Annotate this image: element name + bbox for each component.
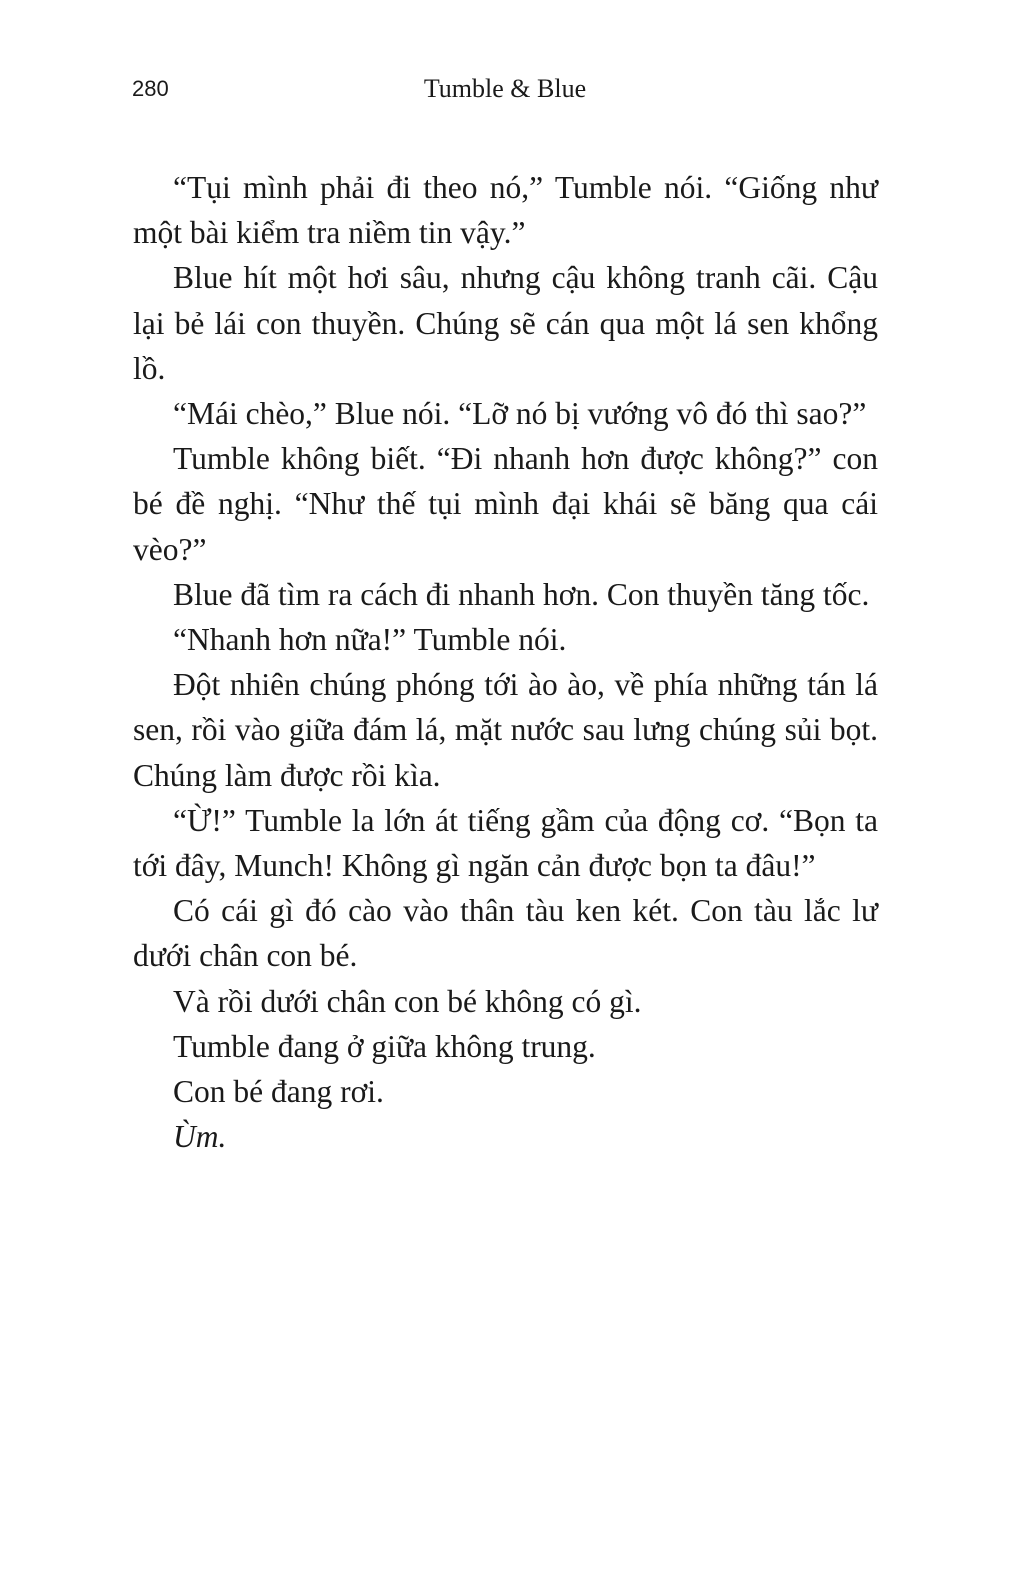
paragraph: “Mái chèo,” Blue nói. “Lỡ nó bị vướng vô đó thì sao?” xyxy=(173,396,867,432)
paragraph: Con bé đang rơi. xyxy=(173,1074,384,1110)
paragraph: “Nhanh hơn nữa!” Tumble nói. xyxy=(173,622,567,658)
paragraph: Blue đã tìm ra cách đi nhanh hơn. Con thuyền tăng tốc. xyxy=(173,576,870,612)
paragraph: “Ừ!” Tumble la lớn át tiếng gầm của động cơ. “Bọn ta tới đây, Munch! Không gì ngăn cản được bọn ta đâu!” xyxy=(133,802,878,884)
body-text xyxy=(133,165,878,1159)
paragraph: Tumble đang ở giữa không trung. xyxy=(173,1028,596,1064)
paragraph: “Tụi mình phải đi theo nó,” Tumble nói. “Giống như một bài kiểm tra niềm tin vậy.” xyxy=(133,170,878,251)
paragraph: Có cái gì đó cào vào thân tàu ken két. Con tàu lắc lư dưới chân con bé. xyxy=(133,893,878,974)
running-head-title: Tumble & Blue xyxy=(423,74,587,103)
paragraph: Và rồi dưới chân con bé không có gì. xyxy=(173,983,642,1019)
paragraph: Đột nhiên chúng phóng tới ào ào, về phía những tán lá sen, rồi vào giữa đám lá, mặt nước sau lưng chúng sủi bọt. Chúng làm được rồi kìa. xyxy=(133,667,878,793)
paragraph: Tumble không biết. “Đi nhanh hơn được không?” con bé đề nghị. “Như thế tụi mình đại khái sẽ băng qua cái vèo?” xyxy=(133,441,878,567)
page-number: 280 xyxy=(132,76,169,101)
paragraph: Blue hít một hơi sâu, nhưng cậu không tranh cãi. Cậu lại bẻ lái con thuyền. Chúng sẽ cán qua một lá sen khổng lồ. xyxy=(133,260,878,386)
paragraph-italic: Ùm. xyxy=(173,1119,227,1155)
